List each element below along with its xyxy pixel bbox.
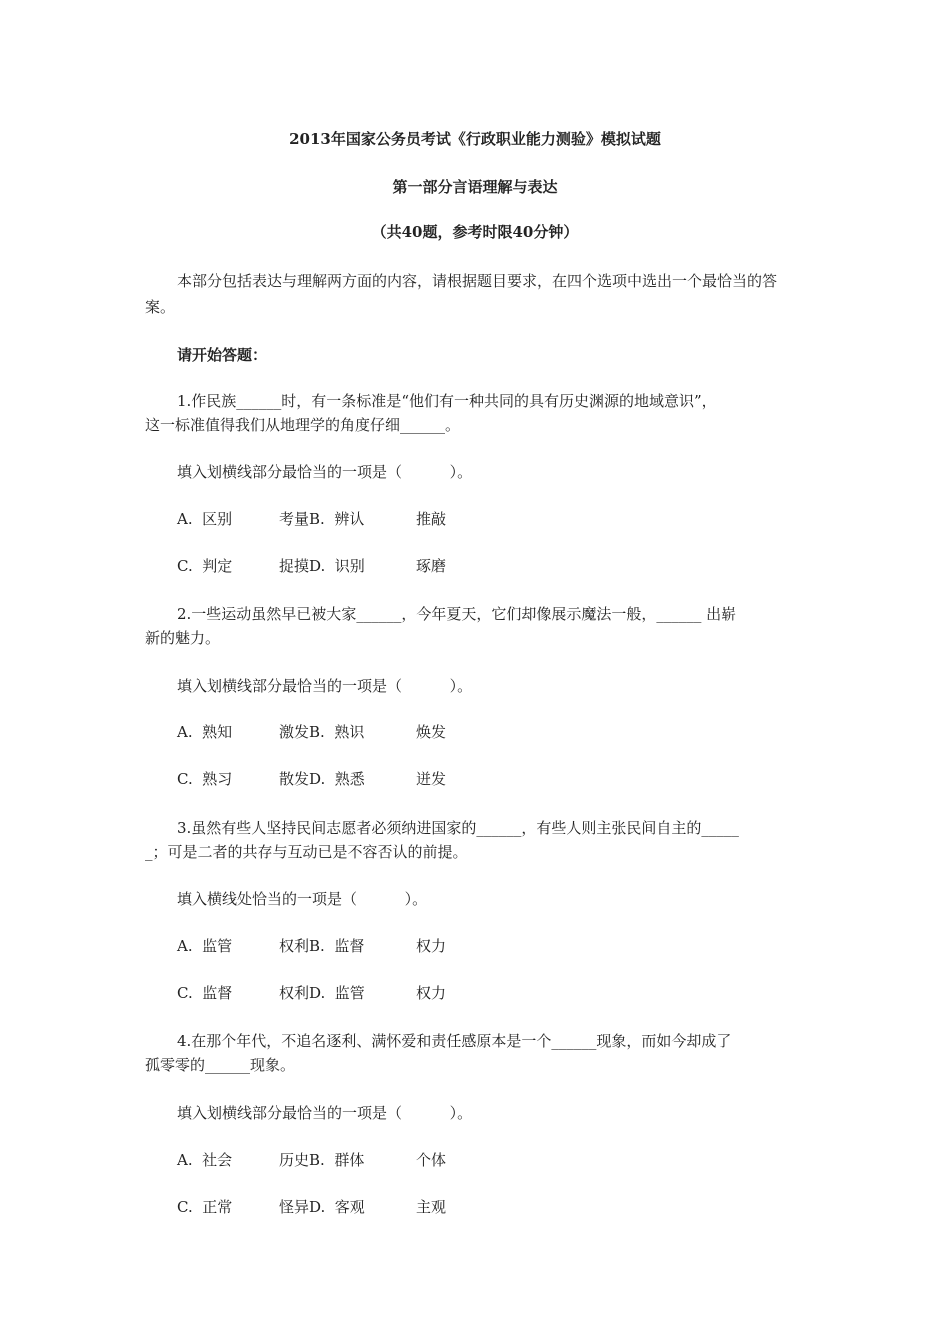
start-label: 请开始答题： (177, 346, 268, 364)
intro-paragraph: 本部分包括表达与理解两方面的内容，请根据题目要求，在四个选项中选出一个最恰当的答案。 (145, 272, 778, 316)
q3-option-a2-b: 权利B. 监督 (279, 937, 365, 955)
q2-option-b2: 焕发 (416, 723, 447, 741)
q2-option-a: A. 熟知 (177, 723, 233, 741)
q4-option-d2: 主观 (416, 1198, 447, 1216)
q4-option-a2-b: 历史B. 群体 (279, 1151, 365, 1169)
part-heading: 第一部分言语理解与表达 (392, 178, 558, 196)
q4-option-b2: 个体 (416, 1151, 447, 1169)
q4-option-a: A. 社会 (177, 1151, 233, 1169)
q2-option-a2-b: 激发B. 熟识 (279, 723, 365, 741)
question-1-prompt: 填入划横线部分最恰当的一项是（ ）。 (177, 463, 473, 481)
question-4-line2: 孤零零的______现象。 (145, 1056, 296, 1074)
time-note: （共40题，参考时限40分钟） (371, 223, 579, 241)
q4-option-c: C. 正常 (177, 1198, 233, 1216)
q2-option-c: C. 熟习 (177, 770, 233, 788)
question-4-line1: 4.在那个年代，不追名逐利、满怀爱和责任感原本是一个______现象，而如今却成了 (177, 1032, 732, 1050)
question-3-line2: _；可是二者的共存与互动已是不容否认的前提。 (145, 843, 468, 861)
question-1-line2: 这一标准值得我们从地理学的角度仔细______。 (145, 416, 461, 434)
q1-option-a: A. 区别 (177, 510, 233, 528)
q2-option-d2: 迸发 (416, 770, 447, 788)
q2-option-c2-d: 散发D. 熟悉 (279, 770, 365, 788)
question-2-line2: 新的魅力。 (145, 629, 221, 647)
question-3-line1: 3.虽然有些人坚持民间志愿者必须纳进国家的______，有些人则主张民间自主的_____ (177, 819, 739, 837)
q3-option-b2: 权力 (416, 937, 447, 955)
q1-option-a2-b: 考量B. 辨认 (279, 510, 365, 528)
question-2-prompt: 填入划横线部分最恰当的一项是（ ）。 (177, 677, 473, 695)
q1-option-c2-d: 捉摸D. 识别 (279, 557, 365, 575)
q3-option-d2: 权力 (416, 984, 447, 1002)
q3-option-c: C. 监督 (177, 984, 233, 1002)
document-title: 2013年国家公务员考试《行政职业能力测验》模拟试题 (289, 130, 661, 148)
q1-option-d2: 琢磨 (416, 557, 447, 575)
q3-option-a: A. 监管 (177, 937, 233, 955)
question-1-line1: 1.作民族______时，有一条标准是“他们有一种共同的具有历史渊源的地域意识”， (177, 392, 717, 410)
q1-option-c: C. 判定 (177, 557, 233, 575)
q1-option-b2: 推敲 (416, 510, 447, 528)
question-2-line1: 2.一些运动虽然早已被大家______，今年夏天，它们却像展示魔法一般，______ 出崭 (177, 605, 737, 623)
q4-option-c2-d: 怪异D. 客观 (279, 1198, 365, 1216)
question-4-prompt: 填入划横线部分最恰当的一项是（ ）。 (177, 1104, 473, 1122)
question-3-prompt: 填入横线处恰当的一项是（ ）。 (177, 890, 428, 908)
q3-option-c2-d: 权利D. 监管 (279, 984, 365, 1002)
